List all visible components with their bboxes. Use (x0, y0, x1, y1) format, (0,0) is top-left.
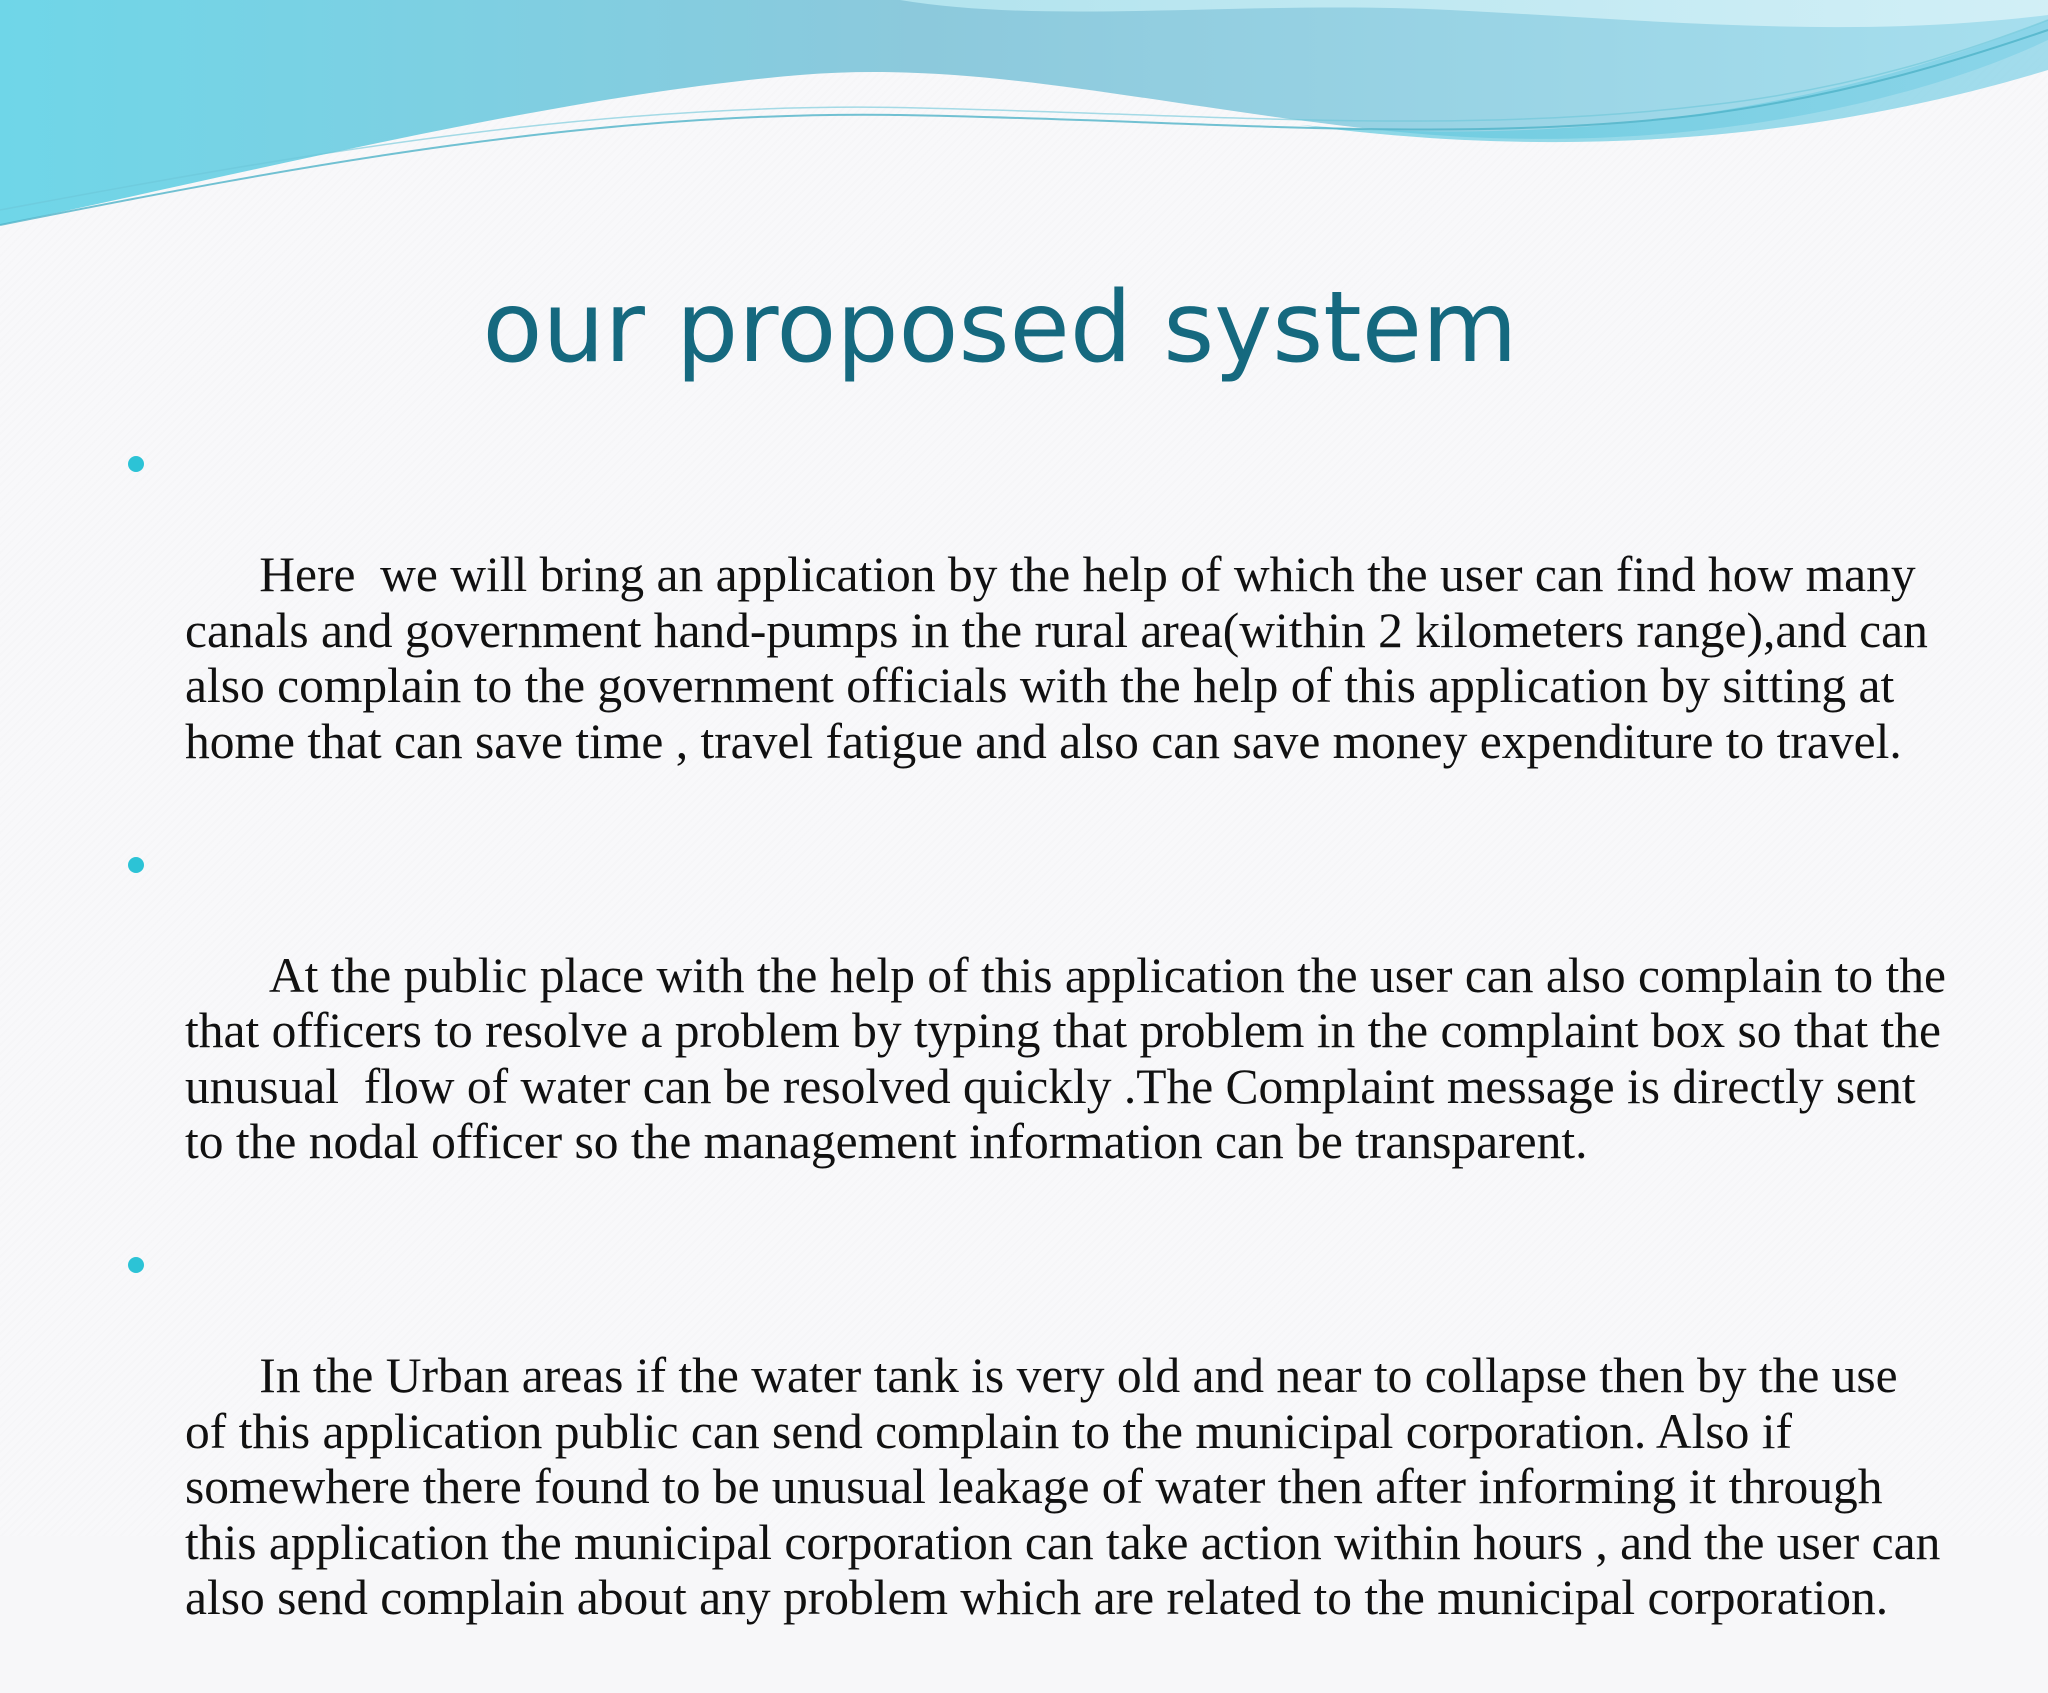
bullet-dot-icon (128, 1257, 144, 1273)
slide-title: our proposed system (482, 271, 1518, 385)
bullet-item (120, 837, 1959, 1226)
bullet-list (120, 436, 1959, 1693)
bullet-item (120, 436, 1950, 825)
wave-header-decoration (0, 0, 2048, 260)
bullet-dot-icon (128, 456, 144, 472)
bullet-text: Here we will bring an application by the help of which the user can find how many canals and government hand-pumps in the rural area(within 2 kilometers range),and can also complain to the government officials with the help of this application by sitting at home that can save time , travel fatigue and also can save money expenditure to travel. (185, 547, 1941, 769)
bullet-text: At the public place with the help of this application the user can also complain to the that officers to resolve a problem by typing that problem in the complaint box so that the unusual flow of water can be resolved quickly .The Complaint message is directly sent to the nodal officer so the management information can be transparent. (185, 947, 1959, 1169)
bullet-dot-icon (128, 857, 144, 873)
bullet-text: In the Urban areas if the water tank is very old and near to collapse then by the use of this application public can send complain to the municipal corporation. Also if somewhere there found to be unusual leakage of water then after informing it through this application the municipal corporation can take action within hours , and the user can also send complain about any problem which are related to the municipal corporation. (185, 1348, 1953, 1625)
bullet-item (120, 1237, 1953, 1681)
